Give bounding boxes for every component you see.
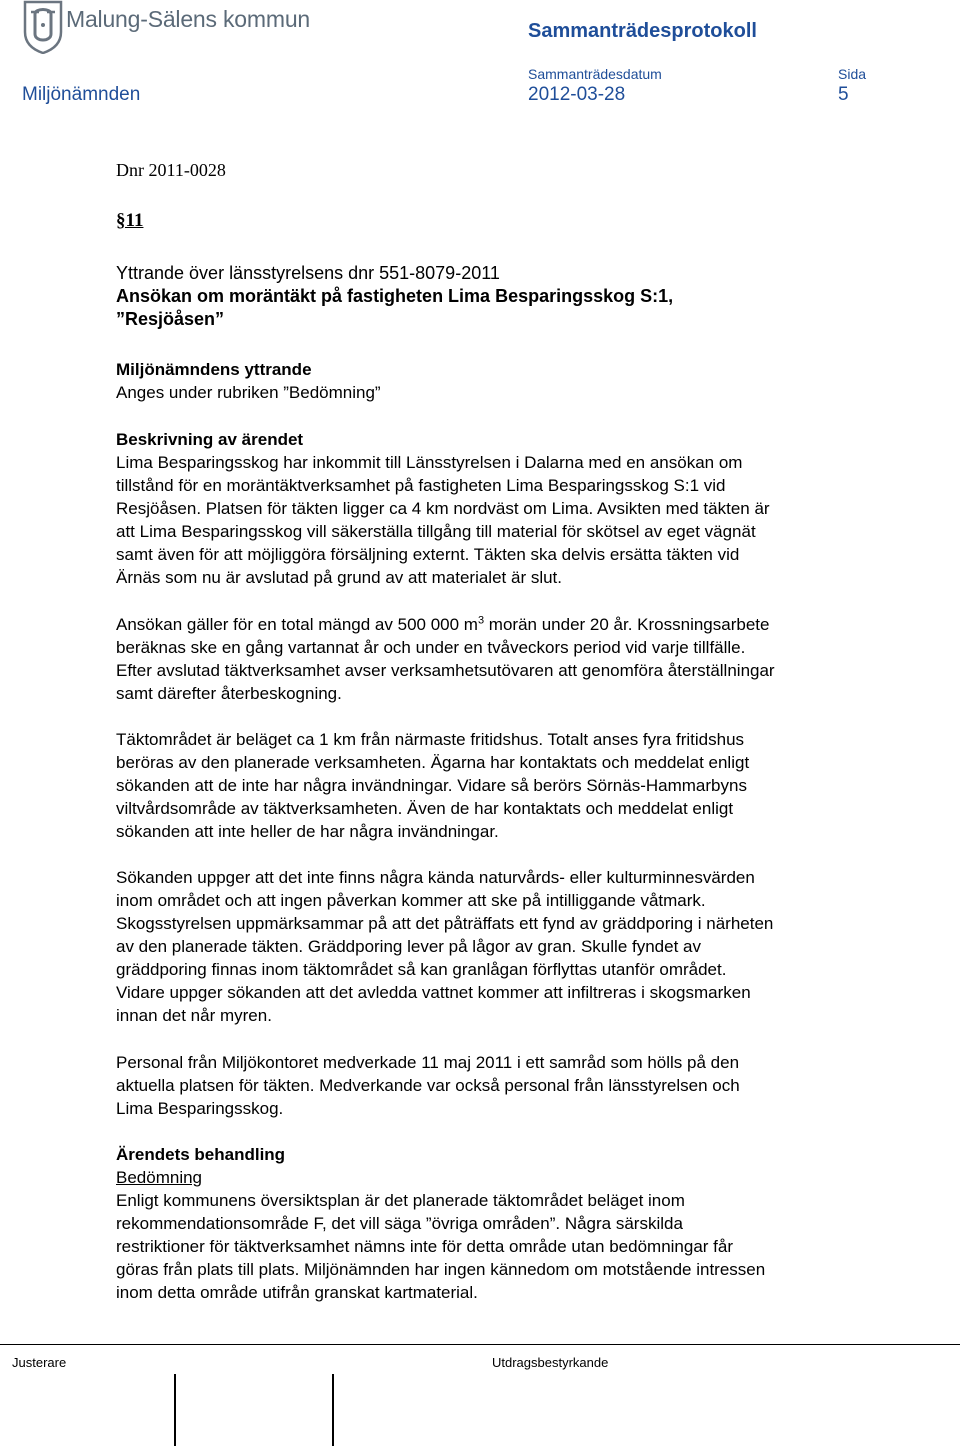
area-line: sökanden att de inte har några invändningar. Vidare så berörs Sörnäs-Hammarbyns	[116, 776, 747, 795]
handling-section	[116, 1143, 896, 1304]
case-title-line1: Yttrande över länsstyrelsens dnr 551-8079-2011	[116, 263, 500, 283]
description-line: tillstånd för en moräntäktverksamhet på fastigheten Lima Besparingsskog S:1 vid	[116, 476, 726, 495]
area-line: Täktområdet är beläget ca 1 km från närmaste fritidshus. Totalt anses fyra fritidshus	[116, 730, 745, 749]
utdrag-label: Utdragsbestyrkande	[492, 1355, 609, 1370]
meeting-date: 2012-03-28	[528, 84, 626, 105]
org-name: Malung-Sälens kommun	[66, 6, 311, 32]
application-line: Efter avslutad täktverksamhet avser verksamhetsutövaren att genomföra återställningar	[116, 661, 775, 680]
assessment-subheading: Bedömning	[116, 1168, 203, 1187]
handling-heading: Ärendets behandling	[116, 1145, 286, 1164]
consultation-paragraph	[116, 1051, 896, 1120]
nature-line: gräddporing finnas inom täktområdet så kan granlågan förflyttas utanför området.	[116, 960, 727, 979]
application-paragraph	[116, 613, 896, 705]
assessment-line: inom detta område utifrån granskat kartmaterial.	[116, 1283, 478, 1302]
signature-divider	[174, 1374, 176, 1446]
description-line: att Lima Besparingsskog vill säkerställa tillgång till material för skötsel av eget vägnät	[116, 522, 756, 541]
nature-line: inom området och att ingen påverkan kommer att ske på intilliggande våtmark.	[116, 891, 706, 910]
description-line: Lima Besparingsskog har inkommit till Länsstyrelsen i Dalarna med en ansökan om	[116, 453, 743, 472]
consultation-line: aktuella platsen för täkten. Medverkande var också personal från länsstyrelsen och	[116, 1076, 740, 1095]
assessment-line: göras från plats till plats. Miljönämnden har ingen kännedom om motstående intressen	[116, 1260, 766, 1279]
application-line: samt därefter återbeskogning.	[116, 684, 342, 703]
committee-name: Miljönämnden	[22, 84, 141, 105]
statement-text: Anges under rubriken ”Bedömning”	[116, 383, 381, 402]
consultation-line: Personal från Miljökontoret medverkade 11 maj 2011 i ett samråd som hölls på den	[116, 1053, 740, 1072]
footer-divider	[0, 1344, 960, 1345]
horseshoe-shield-icon	[22, 0, 64, 54]
meeting-date-label: Sammanträdesdatum	[528, 66, 662, 82]
document-title: Sammanträdesprotokoll	[528, 20, 757, 42]
area-line: beröras av den planerade verksamheten. Ägarna har kontaktats och meddelat enligt	[116, 753, 750, 772]
nature-line: Skogsstyrelsen uppmärksammar på att det påträffats ett fynd av gräddporing i närheten	[116, 914, 774, 933]
statement-heading: Miljönämndens yttrande	[116, 360, 312, 379]
description-line: samt även för att möjliggöra försäljning externt. Täkten ska delvis ersätta täkten vid	[116, 545, 740, 564]
case-title-line2: Ansökan om moräntäkt på fastigheten Lima Besparingsskog S:1,	[116, 286, 674, 306]
consultation-line: Lima Besparingsskog.	[116, 1099, 284, 1118]
area-line: sökanden att inte heller de har några invändningar.	[116, 822, 499, 841]
description-heading: Beskrivning av ärendet	[116, 430, 304, 449]
description-line: Resjöåsen. Platsen för täkten ligger ca 4 km nordväst om Lima. Avsikten med täkten är	[116, 499, 770, 518]
assessment-line: restriktioner för täktverksamhet nämns inte för detta område utan bedömningar får	[116, 1237, 734, 1256]
nature-paragraph	[116, 866, 896, 1027]
application-first-line: Ansökan gäller för en total mängd av 500 000 $m^3$ morän under 20 år. Krossningsarbete	[116, 614, 770, 634]
case-number: Dnr 2011-0028	[116, 160, 226, 180]
signature-divider	[332, 1374, 334, 1446]
case-title-line3: ”Resjöåsen”	[116, 309, 225, 329]
page-number: 5	[838, 84, 849, 105]
case-title	[116, 262, 896, 331]
area-line: viltvårdsområde av täktverksamheten. Även de har kontaktats och meddelat enligt	[116, 799, 734, 818]
justerare-label: Justerare	[12, 1355, 67, 1370]
description-section	[116, 428, 896, 589]
nature-line: Vidare uppger sökanden att det avledda vattnet kommer att infiltreras i skogsmarken	[116, 983, 751, 1002]
description-line: Ärnäs som nu är avslutad på grund av att materialet är slut.	[116, 568, 563, 587]
assessment-line: Enligt kommunens översiktsplan är det planerade täktområdet beläget inom	[116, 1191, 685, 1210]
assessment-line: rekommendationsområde F, det vill säga ”övriga områden”. Några särskilda	[116, 1214, 683, 1233]
statement-section	[116, 358, 896, 404]
nature-line: innan det når myren.	[116, 1006, 272, 1025]
paragraph-number: §11	[116, 210, 144, 231]
page-label: Sida	[838, 66, 867, 82]
municipality-logo	[22, 0, 352, 56]
application-line: beräknas ske en gång vartannat år och under en tvåveckors period vid varje tillfälle.	[116, 638, 746, 657]
nature-line: av den planerade täkten. Gräddporing lever på lågor av gran. Skulle fyndet av	[116, 937, 701, 956]
area-paragraph	[116, 728, 896, 843]
nature-line: Sökanden uppger att det inte finns några kända naturvårds- eller kulturminnesvärden	[116, 868, 755, 887]
